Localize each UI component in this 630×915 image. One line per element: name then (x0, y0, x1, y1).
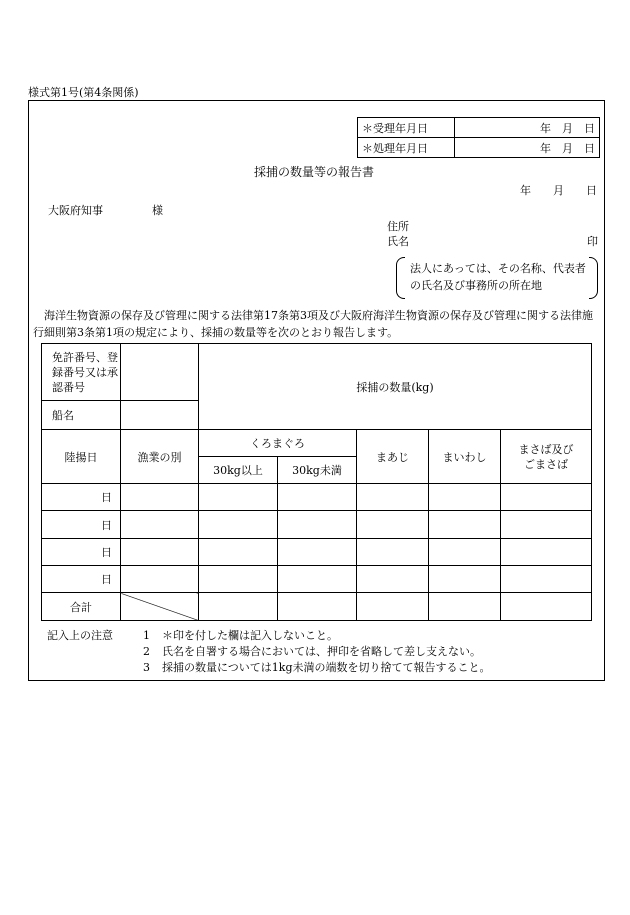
license-row (42, 344, 592, 401)
entry-notes (47, 628, 490, 676)
sardine-header: まいわし (429, 430, 501, 484)
license-number-label: 免許番号、登録番号又は承認番号 (42, 344, 121, 401)
note-row (47, 644, 490, 660)
note-text: 氏名を自署する場合においては、押印を省略して差し支えない。 (162, 645, 481, 658)
total-under-30kg-cell[interactable] (278, 593, 357, 621)
name-label: 氏名 (387, 235, 409, 248)
bluefin-under-30kg-header: 30kg未満 (278, 457, 357, 484)
total-mackerel-cell[interactable] (501, 593, 592, 621)
under-30kg-cell[interactable] (278, 511, 357, 539)
seal-mark: 印 (587, 235, 598, 248)
over-30kg-cell[interactable] (199, 484, 278, 511)
species-header-row (42, 430, 592, 457)
note-number: 2 (143, 645, 150, 658)
mackerel-cell[interactable] (501, 484, 592, 511)
horse-mackerel-header: まあじ (357, 430, 429, 484)
addressee-name: 大阪府知事 (48, 204, 103, 217)
mackerel-cell[interactable] (501, 566, 592, 593)
note-row (47, 628, 490, 644)
table-row (42, 511, 592, 539)
landing-day-cell[interactable]: 日 (42, 484, 121, 511)
total-row (42, 593, 592, 621)
processing-date-label: ＊処理年月日 (358, 138, 455, 158)
report-statement: 海洋生物資源の保存及び管理に関する法律第17条第3項及び大阪府海洋生物資源の保存及び管理に関する法律施行細則第3条第1項の規定により、採捕の数量等を次のとおり報告します。 (33, 309, 593, 339)
corporate-note-text: 法人にあっては、その名称、代表者の氏名及び事務所の所在地 (410, 262, 586, 292)
form-number-label: 様式第1号(第4条関係) (28, 86, 139, 99)
table-row (42, 539, 592, 566)
catch-table (41, 343, 592, 621)
note-text: 採捕の数量については1kg未満の端数を切り捨てて報告すること。 (162, 661, 491, 674)
fishery-type-cell[interactable] (121, 566, 199, 593)
bluefin-tuna-header: くろまぐろ (199, 430, 357, 457)
over-30kg-cell[interactable] (199, 566, 278, 593)
under-30kg-cell[interactable] (278, 566, 357, 593)
mackerel-cell[interactable] (501, 511, 592, 539)
horse-mackerel-cell[interactable] (357, 484, 429, 511)
landing-day-cell[interactable]: 日 (42, 511, 121, 539)
sardine-cell[interactable] (429, 566, 501, 593)
total-horse-mackerel-cell[interactable] (357, 593, 429, 621)
mackerel-header: まさば及びごまさば (501, 430, 592, 484)
receipt-date-label: ＊受理年月日 (358, 118, 455, 138)
total-label: 合計 (42, 593, 121, 621)
fishery-type-cell[interactable] (121, 539, 199, 566)
bracket-left (396, 257, 405, 299)
note-number: 3 (143, 661, 150, 674)
total-sardine-cell[interactable] (429, 593, 501, 621)
note-row (47, 660, 490, 676)
note-number: 1 (143, 629, 150, 642)
table-row (42, 566, 592, 593)
address-label: 住所 (387, 220, 409, 233)
catch-quantity-header: 採捕の数量(kg) (199, 344, 592, 430)
under-30kg-cell[interactable] (278, 539, 357, 566)
landing-day-cell[interactable]: 日 (42, 566, 121, 593)
landing-day-cell[interactable]: 日 (42, 539, 121, 566)
document-title: 採捕の数量等の報告書 (254, 165, 375, 179)
horse-mackerel-cell[interactable] (357, 566, 429, 593)
landing-date-header: 陸揚日 (42, 430, 121, 484)
sardine-cell[interactable] (429, 539, 501, 566)
fishery-type-cell[interactable] (121, 484, 199, 511)
report-date-field[interactable]: 年 月 日 (520, 184, 597, 197)
note-text: ＊印を付した欄は記入しないこと。 (162, 629, 338, 642)
vessel-name-field[interactable] (121, 401, 199, 430)
addressee-honorific: 様 (152, 204, 163, 217)
sardine-cell[interactable] (429, 511, 501, 539)
total-over-30kg-cell[interactable] (199, 593, 278, 621)
mackerel-cell[interactable] (501, 539, 592, 566)
fishery-type-header: 漁業の別 (121, 430, 199, 484)
horse-mackerel-cell[interactable] (357, 539, 429, 566)
license-number-field[interactable] (121, 344, 199, 401)
processing-row (358, 138, 600, 158)
receipt-row (358, 118, 600, 138)
processing-date-field[interactable]: 年 月 日 (455, 138, 600, 158)
under-30kg-cell[interactable] (278, 484, 357, 511)
receipt-table (357, 117, 600, 158)
horse-mackerel-cell[interactable] (357, 511, 429, 539)
total-diagonal-cell (121, 593, 199, 621)
fishery-type-cell[interactable] (121, 511, 199, 539)
corporate-note (396, 257, 598, 299)
vessel-name-label: 船名 (42, 401, 121, 430)
over-30kg-cell[interactable] (199, 539, 278, 566)
bracket-right (589, 257, 598, 299)
over-30kg-cell[interactable] (199, 511, 278, 539)
sardine-cell[interactable] (429, 484, 501, 511)
receipt-date-field[interactable]: 年 月 日 (455, 118, 600, 138)
bluefin-over-30kg-header: 30kg以上 (199, 457, 278, 484)
table-row (42, 484, 592, 511)
notes-heading: 記入上の注意 (47, 629, 113, 642)
